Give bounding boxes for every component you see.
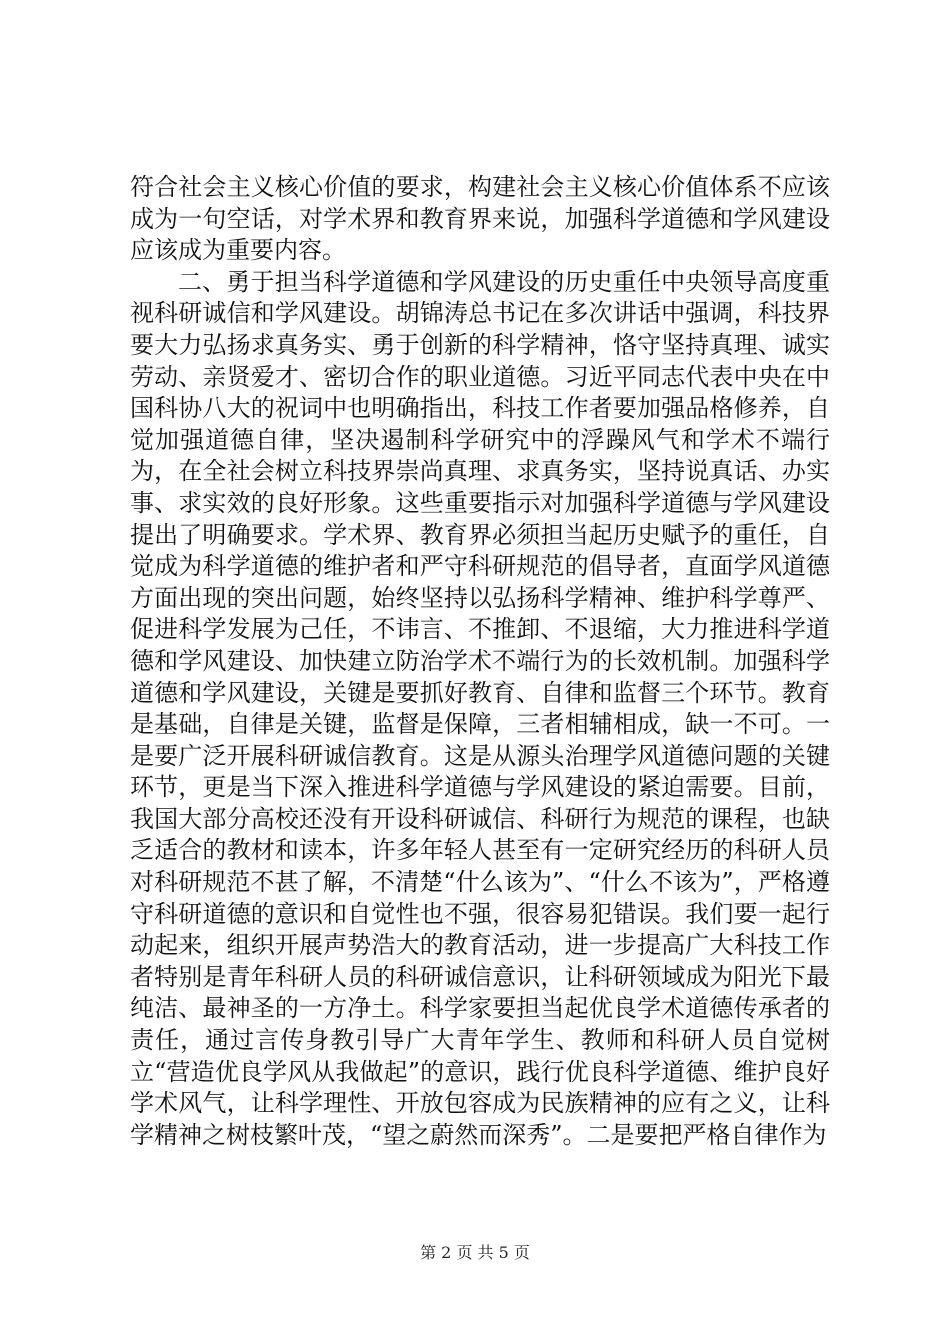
page-footer: 第 2 页 共 5 页 <box>420 1243 530 1262</box>
paragraph-2: 二、勇于担当科学道德和学风建设的历史重任中央领导高度重视科研诚信和学风建设。胡锦涛总书记在多次讲话中强调，科技界要大力弘扬求真务实、勇于创新的科学精神，恪守坚持真理、诚实劳动、亲贤爱才、密切合作的职业道德。习近平同志代表中央在中国科协八大的祝词中也明确指出，科技工作者要加强品格修养，自觉加强道德自律，坚决遏制科学研究中的浮躁风气和学术不端行为，在全社会树立科技界崇尚真理、求真务实，坚持说真话、办实事、求实效的良好形象。这些重要指示对加强科学道德与学风建设提出了明确要求。学术界、教育界必须担当起历史赋予的重任，自觉成为科学道德的维护者和严守科研规范的倡导者，直面学风道德方面出现的突出问题，始终坚持以弘扬科学精神、维护科学尊严、促进科学发展为己任，不讳言、不推卸、不退缩，大力推进科学道德和学风建设、加快建立防治学术不端行为的长效机制。加强科学道德和学风建设，关键是要抓好教育、自律和监督三个环节。教育是基础，自律是关键，监督是保障，三者相辅相成，缺一不可。一是要广泛开展科研诚信教育。这是从源头治理学风道德问题的关键环节，更是当下深入推进科学道德与学风建设的紧迫需要。目前，我国大部分高校还没有开设科研诚信、科研行为规范的课程，也缺乏适合的教材和读本，许多年轻人甚至有一定研究经历的科研人员对科研规范不甚了解，不清楚“什么该为”、“什么不该为”，严格遵守科研道德的意识和自觉性也不强，很容易犯错误。我们要一起行动起来，组织开展声势浩大的教育活动，进一步提高广大科技工作者特别是青年科研人员的科研诚信意识，让科研领域成为阳光下最纯洁、最神圣的一方净土。科学家要担当起优良学术道德传承者的责任，通过言传身教引导广大青年学生、教师和科研人员自觉树立“营造优良学风从我做起”的意识，践行优良科学道德、维护良好学术风气，让科学理性、开放包容成为民族精神的应有之义，让科学精神之树枝繁叶茂，“望之蔚然而深秀”。二是要把严格自律作为 <box>130 267 830 1149</box>
paragraph-1: 符合社会主义核心价值的要求，构建社会主义核心价值体系不应该成为一句空话，对学术界和教育界来说，加强科学道德和学风建设应该成为重要内容。 <box>130 173 830 265</box>
document-body <box>130 172 830 1151</box>
